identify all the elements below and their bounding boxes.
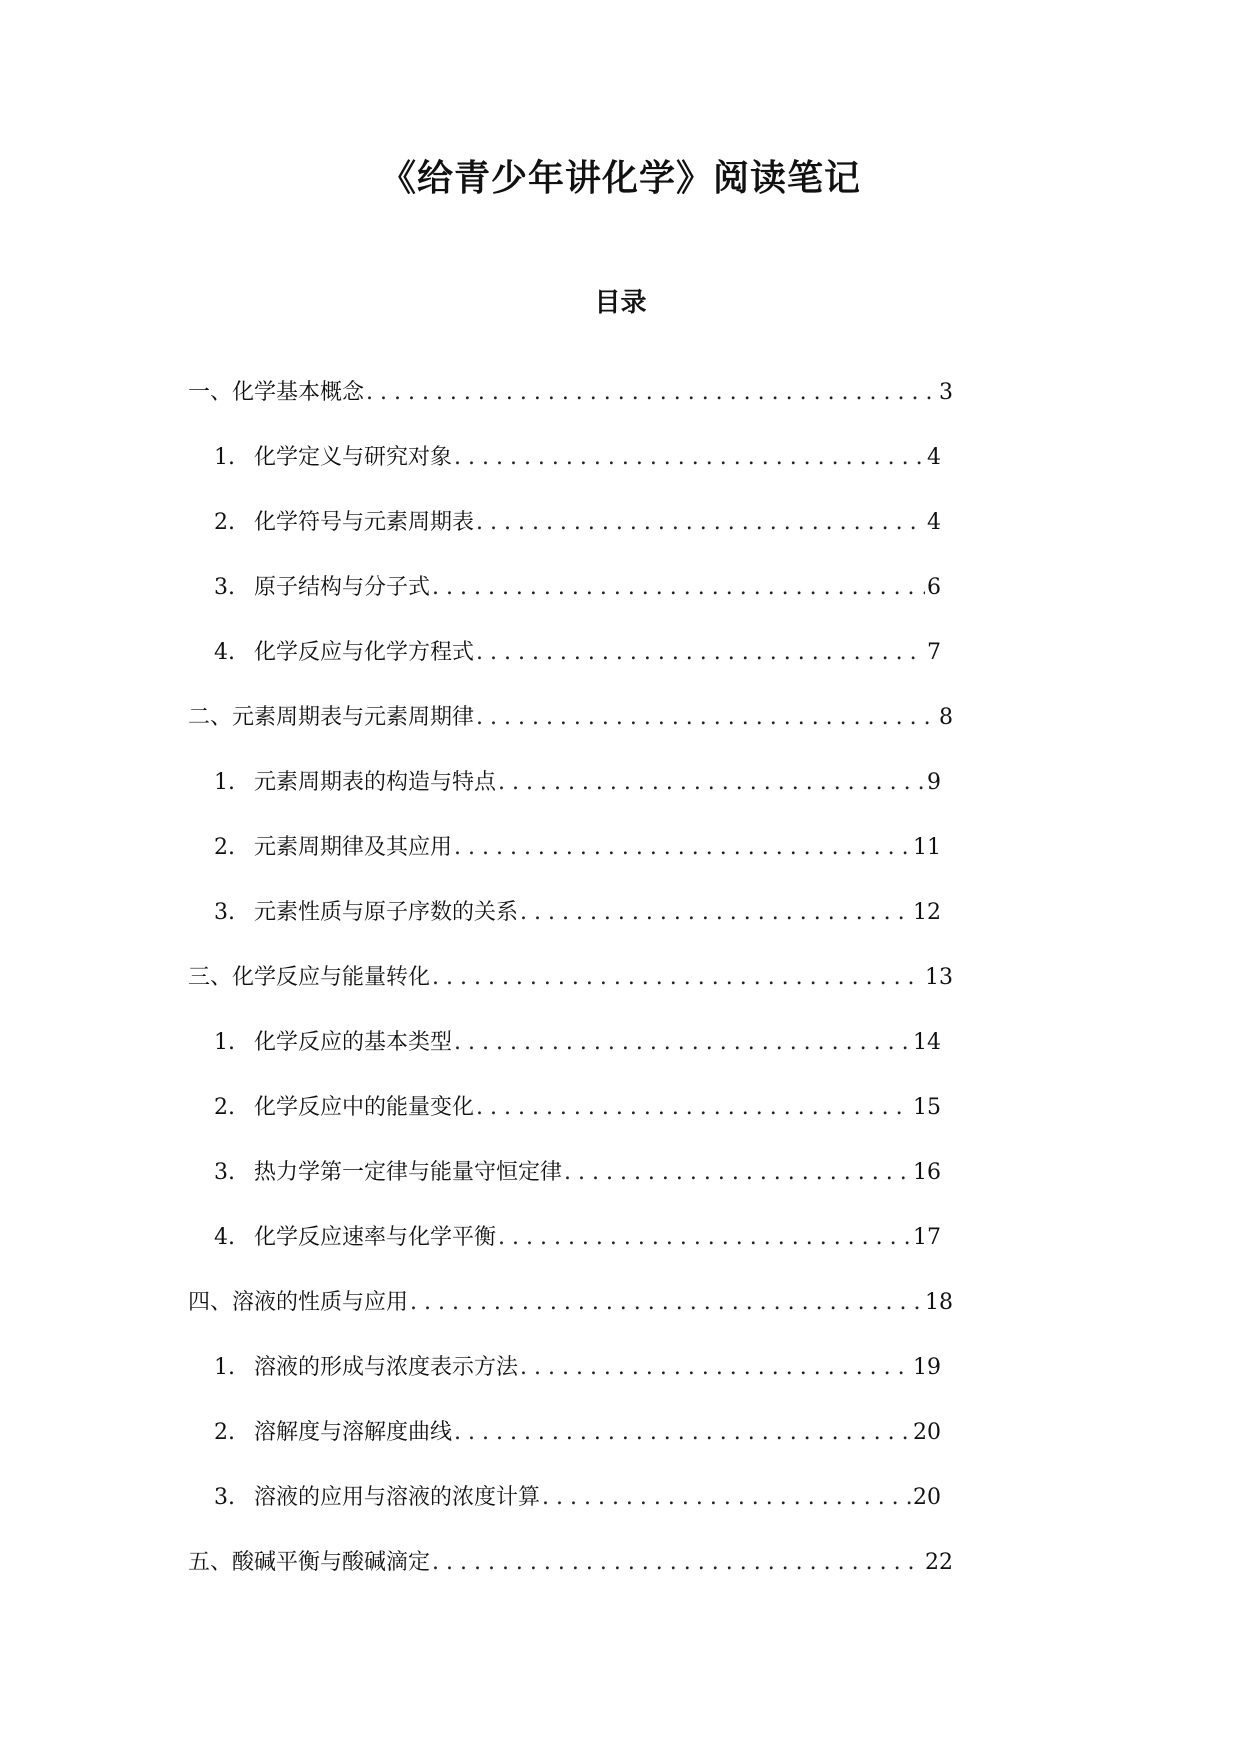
toc-page-number: 4 [927,445,941,470]
toc-subsection-entry[interactable] [188,1028,953,1093]
toc-dot-leader [432,573,925,603]
toc-entry-label: 化学反应的基本类型 [254,1030,453,1055]
toc-entry-number: 3. [214,1485,235,1510]
toc-dot-leader [542,1483,911,1513]
toc-page-number: 8 [939,705,953,730]
toc-page-number: 14 [913,1030,941,1055]
toc-page-number: 19 [913,1355,941,1380]
toc-subsection-entry[interactable] [188,1353,953,1418]
toc-entry-label: 三、化学反应与能量转化 [188,965,431,990]
toc-entry-label: 热力学第一定律与能量守恒定律 [254,1160,563,1185]
toc-entry-label: 化学反应速率与化学平衡 [254,1225,497,1250]
toc-entry-number: 2. [214,1095,235,1120]
toc-entry-number: 1. [214,445,235,470]
toc-entry-label: 化学符号与元素周期表 [254,510,475,535]
toc-entry-number: 1. [214,770,235,795]
toc-dot-leader [520,898,911,928]
toc-page-number: 7 [927,640,941,665]
toc-page-number: 6 [927,575,941,600]
toc-entry-number: 3. [214,575,235,600]
toc-subsection-entry[interactable] [188,1483,953,1548]
toc-subsection-entry[interactable] [188,1418,953,1483]
toc-entry-label: 四、溶液的性质与应用 [188,1290,409,1315]
toc-page-number: 11 [913,835,941,860]
toc-entry-number: 2. [214,835,235,860]
toc-dot-leader [454,833,911,863]
toc-subsection-entry[interactable] [188,508,953,573]
toc-subsection-entry[interactable] [188,443,953,508]
toc-dot-leader [410,1288,923,1318]
toc-dot-leader [476,1093,911,1123]
toc-subsection-entry[interactable] [188,833,953,898]
toc-section-entry[interactable] [188,378,953,443]
toc-page-number: 17 [913,1225,941,1250]
toc-page-number: 20 [913,1485,941,1510]
toc-entry-label: 元素性质与原子序数的关系 [254,900,519,925]
toc-section-entry[interactable] [188,1548,953,1613]
toc-entry-label: 化学反应与化学方程式 [254,640,475,665]
toc-section-entry[interactable] [188,1288,953,1353]
toc-entry-label: 元素周期律及其应用 [254,835,453,860]
toc-entry-label: 元素周期表的构造与特点 [254,770,497,795]
toc-dot-leader [498,768,925,798]
toc-dot-leader [476,703,937,733]
toc-page-number: 3 [939,380,953,405]
toc-subsection-entry[interactable] [188,768,953,833]
toc-subsection-entry[interactable] [188,573,953,638]
toc-dot-leader [476,638,925,668]
toc-dot-leader [432,963,923,993]
toc-dot-leader [564,1158,911,1188]
toc-dot-leader [454,443,925,473]
toc-entry-number: 2. [214,1420,235,1445]
toc-entry-label: 溶液的形成与浓度表示方法 [254,1355,519,1380]
toc-dot-leader [454,1028,911,1058]
toc-page-number: 22 [925,1550,953,1575]
toc-subsection-entry[interactable] [188,1223,953,1288]
toc-entry-number: 4. [214,640,235,665]
toc-page-number: 16 [913,1160,941,1185]
toc-subsection-entry[interactable] [188,1093,953,1158]
toc-page-number: 18 [925,1290,953,1315]
toc-entry-number: 1. [214,1355,235,1380]
toc-subsection-entry[interactable] [188,638,953,703]
toc-subsection-entry[interactable] [188,1158,953,1223]
toc-entry-label: 一、化学基本概念 [188,380,365,405]
toc-dot-leader [454,1418,911,1448]
toc-entry-label: 二、元素周期表与元素周期律 [188,705,475,730]
toc-entry-number: 2. [214,510,235,535]
toc-dot-leader [476,508,925,538]
toc-section-entry[interactable] [188,703,953,768]
toc-page-number: 15 [913,1095,941,1120]
toc-entry-label: 溶液的应用与溶液的浓度计算 [254,1485,541,1510]
toc-entry-number: 1. [214,1030,235,1055]
toc-entry-label: 化学反应中的能量变化 [254,1095,475,1120]
toc-entry-label: 化学定义与研究对象 [254,445,453,470]
toc-dot-leader [366,378,937,408]
toc-page-number: 12 [913,900,941,925]
toc-entry-number: 3. [214,1160,235,1185]
toc-page-number: 9 [927,770,941,795]
toc-entry-number: 4. [214,1225,235,1250]
toc-page-number: 4 [927,510,941,535]
toc-dot-leader [520,1353,911,1383]
toc-entry-number: 3. [214,900,235,925]
toc-entry-label: 五、酸碱平衡与酸碱滴定 [188,1550,431,1575]
toc-subsection-entry[interactable] [188,898,953,963]
toc-dot-leader [498,1223,911,1253]
toc-entry-label: 溶解度与溶解度曲线 [254,1420,453,1445]
toc-section-entry[interactable] [188,963,953,1028]
document-title: 《给青少年讲化学》阅读笔记 [379,157,861,199]
toc-page-number: 20 [913,1420,941,1445]
table-of-contents [188,378,953,1613]
toc-entry-label: 原子结构与分子式 [254,575,431,600]
toc-dot-leader [432,1548,923,1578]
toc-heading: 目录 [594,288,647,318]
toc-page-number: 13 [925,965,953,990]
